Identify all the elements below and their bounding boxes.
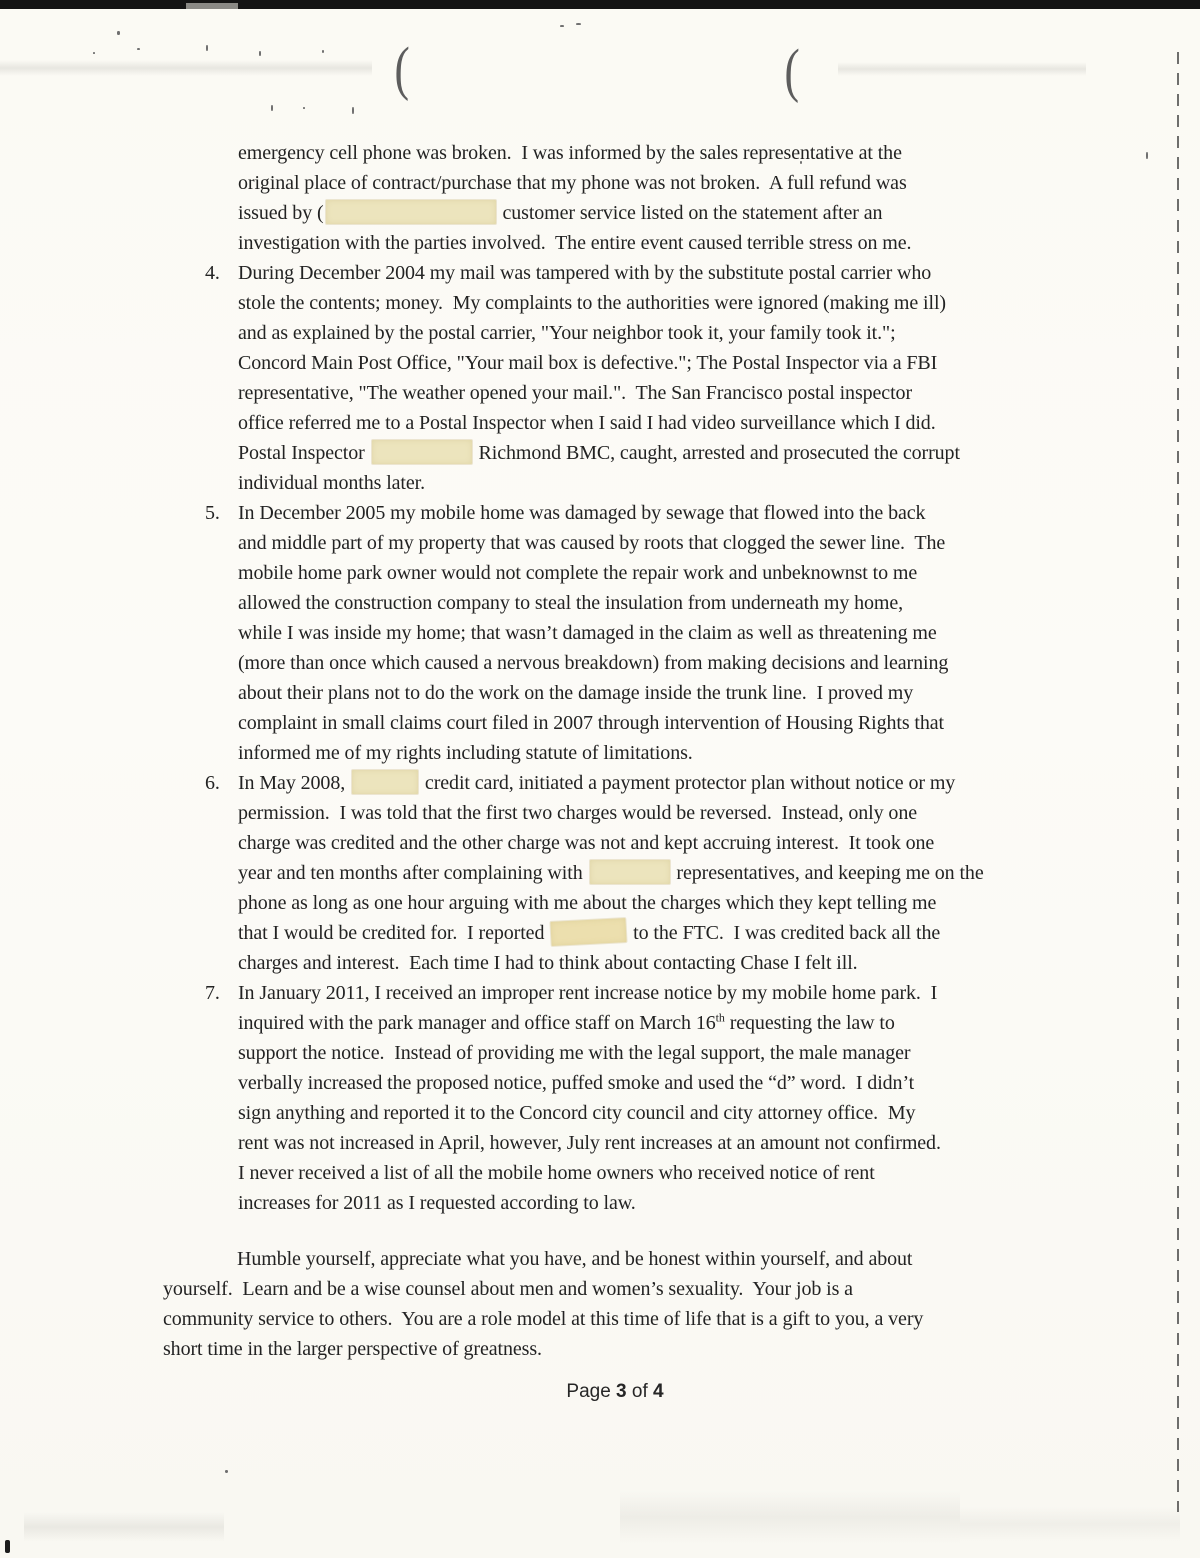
redaction-mark <box>352 770 418 794</box>
text-line: investigation with the parties involved. The entire event caused terrible stress on me. <box>238 232 912 254</box>
text-line: community service to others. You are a role model at this time of life that is a gift to you, a very <box>163 1308 924 1330</box>
text-line: During December 2004 my mail was tampered with by the substitute postal carrier who <box>238 262 932 284</box>
scan-edge-top <box>0 0 1200 9</box>
redaction-mark <box>372 440 472 464</box>
text-line: short time in the larger perspective of greatness. <box>163 1338 542 1360</box>
scan-shadow-band <box>838 62 1086 76</box>
scan-speck <box>137 48 140 50</box>
text-line: allowed the construction company to steal the insulation from underneath my home, <box>238 592 904 614</box>
scan-speck <box>576 23 581 25</box>
scan-shadow-band <box>620 1490 960 1544</box>
numbered-item-6 <box>205 768 1200 978</box>
text-line: office referred me to a Postal Inspector when I said I had video surveillance which I did. <box>238 412 936 434</box>
text-line: emergency cell phone was broken. I was informed by the sales representative at the <box>238 142 902 164</box>
scan-speck <box>259 51 261 56</box>
item-text <box>238 258 960 498</box>
scan-speck <box>225 1470 228 1473</box>
text-line: rent was not increased in April, however, July rent increases at an amount not confirmed. <box>238 1132 941 1154</box>
text-line: In May 2008, credit card, initiated a payment protector plan without notice or my <box>238 772 956 794</box>
item-number: 6. <box>205 772 220 794</box>
footer-page-number: 3 <box>616 1381 627 1402</box>
text-line: and as explained by the postal carrier, "Your neighbor took it, your family took it."; <box>238 322 896 344</box>
text-line: and middle part of my property that was caused by roots that clogged the sewer line. The <box>238 532 946 554</box>
text-line: issued by ( customer service listed on the statement after an <box>238 202 883 224</box>
text-line: In December 2005 my mobile home was damaged by sewage that flowed into the back <box>238 502 926 524</box>
scan-speck <box>117 31 120 35</box>
text-line: yourself. Learn and be a wise counsel about men and women’s sexuality. Your job is a <box>163 1278 853 1300</box>
redaction-mark <box>326 200 496 224</box>
scan-speck <box>93 52 95 54</box>
text-line: informed me of my rights including statute of limitations. <box>238 742 693 764</box>
scan-shadow-band <box>0 60 372 76</box>
text-line: Postal Inspector Richmond BMC, caught, arrested and prosecuted the corrupt <box>238 442 960 464</box>
text-line: Humble yourself, appreciate what you have, and be honest within yourself, and about <box>237 1248 913 1270</box>
item-text <box>238 978 941 1218</box>
footer-of-label: of <box>626 1381 654 1402</box>
scan-speck <box>352 107 354 114</box>
item-number: 4. <box>205 262 220 284</box>
footer-page-total: 4 <box>653 1381 664 1402</box>
text-line: I never received a list of all the mobile home owners who received notice of rent <box>238 1162 875 1184</box>
scan-curve-mark-right: ( <box>784 36 800 104</box>
footer-label: Page <box>566 1381 617 1402</box>
redaction-mark <box>551 918 627 946</box>
numbered-item-7 <box>205 978 1200 1218</box>
closing-paragraph <box>163 1244 1200 1364</box>
scan-edge-gap <box>186 3 238 9</box>
scan-corner-mark <box>5 1540 10 1553</box>
scan-speck <box>206 45 208 51</box>
document-body <box>0 138 1200 1364</box>
text-line: sign anything and reported it to the Concord city council and city attorney office. My <box>238 1102 916 1124</box>
text-line: stole the contents; money. My complaints to the authorities were ignored (making me ill) <box>238 292 946 314</box>
text-line: In January 2011, I received an improper rent increase notice by my mobile home park. I <box>238 982 938 1004</box>
text-line: complaint in small claims court filed in 2007 through intervention of Housing Rights that <box>238 712 945 734</box>
redaction-mark <box>590 860 670 884</box>
text-line: (more than once which caused a nervous breakdown) from making decisions and learning <box>238 652 949 674</box>
text-line: charge was credited and the other charge was not and kept accruing interest. It took one <box>238 832 935 854</box>
text-line: verbally increased the proposed notice, puffed smoke and used the “d” word. I didn’t <box>238 1072 915 1094</box>
text-line: Concord Main Post Office, "Your mail box is defective."; The Postal Inspector via a FBI <box>238 352 938 374</box>
scan-shadow-band <box>24 1512 224 1542</box>
scan-speck <box>322 50 324 53</box>
text-line: about their plans not to do the work on the damage inside the trunk line. I proved my <box>238 682 914 704</box>
scan-curve-mark-left: ( <box>394 34 410 102</box>
scan-speck <box>303 107 305 109</box>
text-line: phone as long as one hour arguing with me about the charges which they kept telling me <box>238 892 937 914</box>
text-line: support the notice. Instead of providing me with the legal support, the male manager <box>238 1042 911 1064</box>
text-line: original place of contract/purchase that my phone was not broken. A full refund was <box>238 172 907 194</box>
item-number: 5. <box>205 502 220 524</box>
numbered-item-4 <box>205 258 1200 498</box>
text-line: that I would be credited for. I reported to the FTC. I was credited back all the <box>238 918 984 948</box>
item-text <box>238 768 984 978</box>
text-line: while I was inside my home; that wasn’t damaged in the claim as well as threatening me <box>238 622 937 644</box>
numbered-item-5 <box>205 498 1200 768</box>
item-text <box>238 498 948 768</box>
text-line: representative, "The weather opened your mail.". The San Francisco postal inspector <box>238 382 913 404</box>
text-line: individual months later. <box>238 472 426 494</box>
text-line: charges and interest. Each time I had to think about contacting Chase I felt ill. <box>238 952 858 974</box>
text-line: year and ten months after complaining with representatives, and keeping me on the <box>238 862 984 884</box>
text-line: increases for 2011 as I requested according to law. <box>238 1192 636 1214</box>
scan-shadow-band <box>960 1506 1180 1542</box>
scan-speck <box>271 105 273 111</box>
text-line: permission. I was told that the first two charges would be reversed. Instead, only one <box>238 802 918 824</box>
opening-paragraph <box>238 138 1200 258</box>
text-line: inquired with the park manager and office staff on March 16th requesting the law to <box>238 1010 895 1034</box>
text-line: mobile home park owner would not complete the repair work and unbeknownst to me <box>238 562 918 584</box>
item-number: 7. <box>205 982 220 1004</box>
page-footer <box>0 1381 1200 1403</box>
scan-speck <box>560 25 564 27</box>
